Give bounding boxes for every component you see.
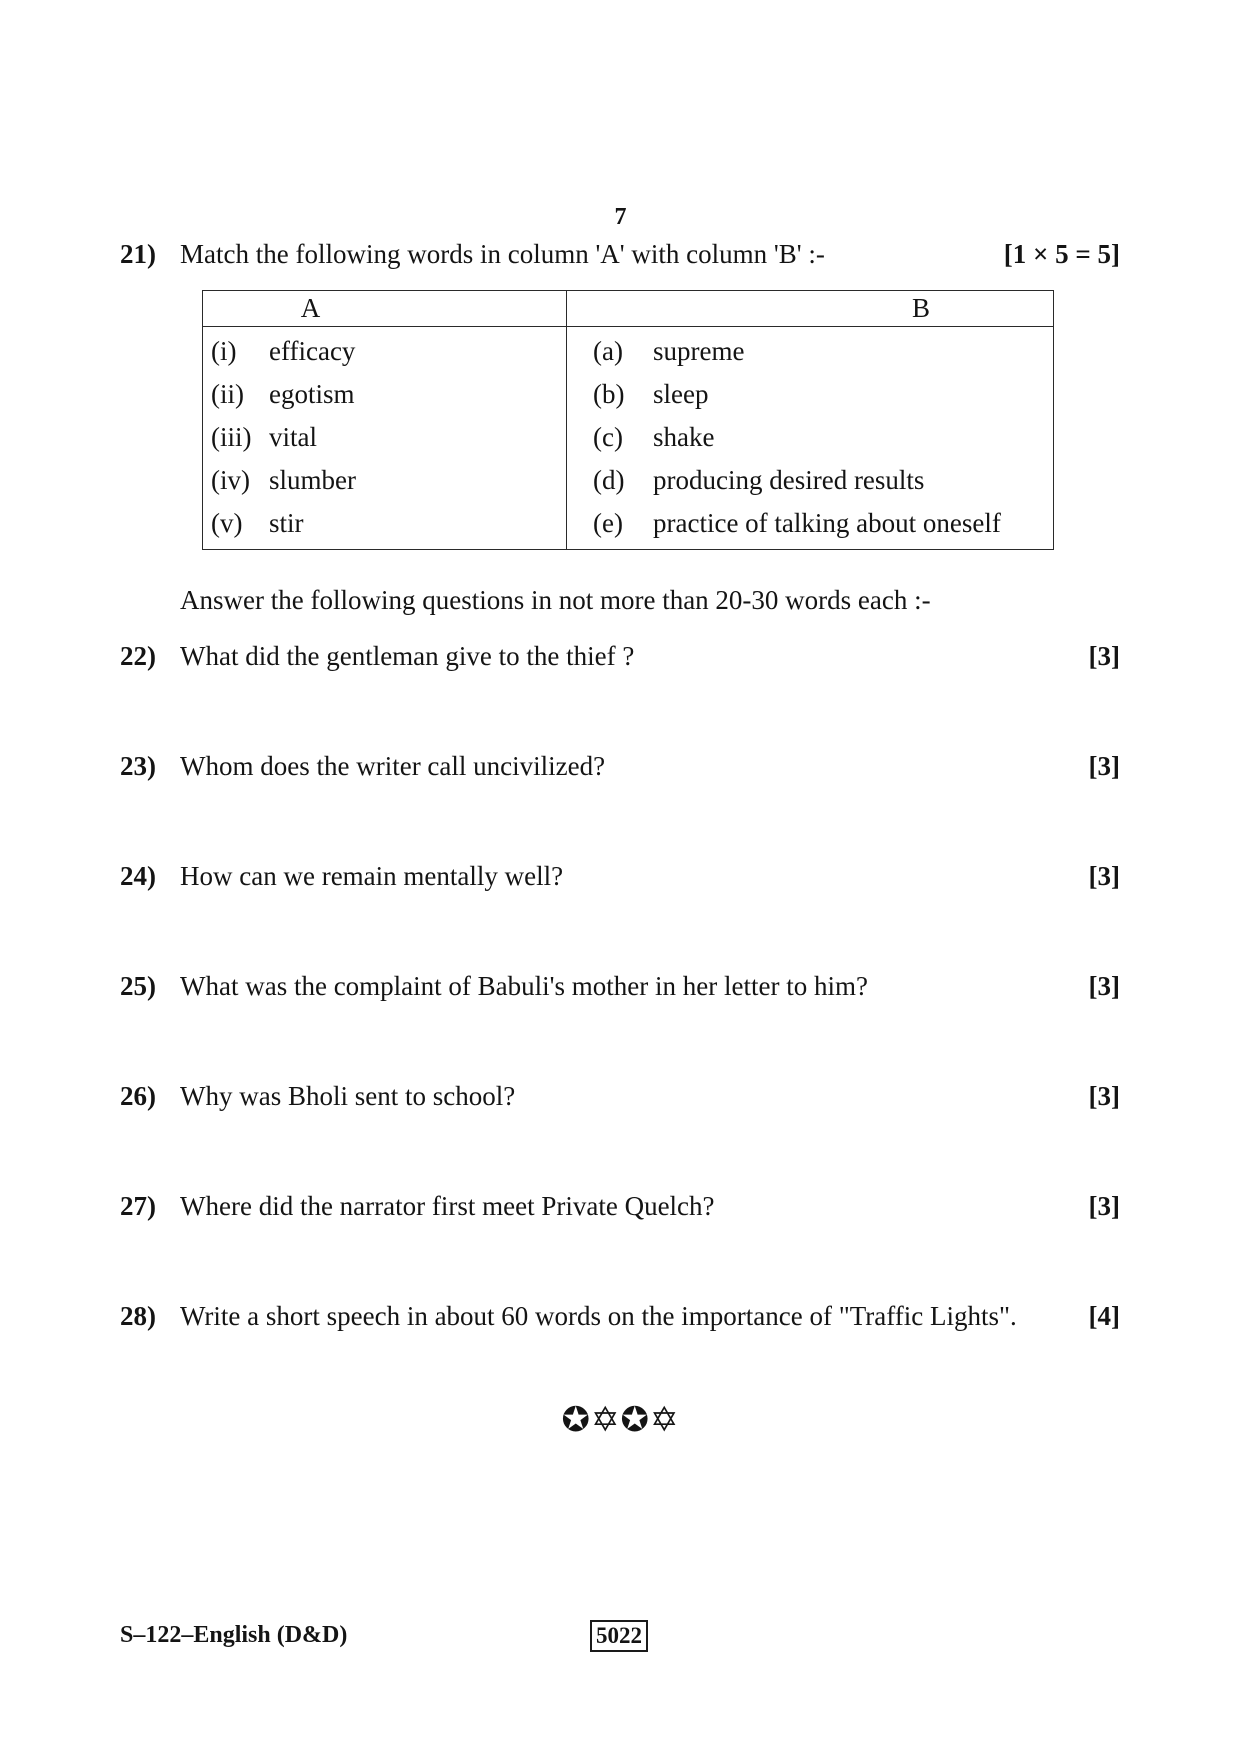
question-number: 24): [120, 861, 156, 891]
item-word: slumber: [269, 465, 356, 495]
column-b-item: [593, 417, 1048, 457]
question-marks: [3]: [1088, 1191, 1120, 1221]
item-word: vital: [269, 422, 317, 452]
header-divider: [203, 326, 1053, 327]
item-word: egotism: [269, 379, 355, 409]
question-text: What did the gentleman give to the thief ?: [180, 641, 635, 671]
item-label: (iv): [211, 465, 250, 495]
question-marks: [4]: [1088, 1301, 1120, 1331]
question-marks: [3]: [1088, 861, 1120, 891]
item-label: (d): [593, 465, 625, 495]
item-label: (a): [593, 336, 623, 366]
column-a-item: [211, 374, 551, 414]
column-a-item: [211, 417, 551, 457]
item-label: (i): [211, 336, 237, 366]
item-label: (v): [211, 508, 243, 538]
column-b-item: [593, 460, 1048, 500]
column-b-header: B: [912, 293, 931, 323]
question-number: 28): [120, 1301, 156, 1331]
item-word: practice of talking about oneself: [653, 508, 1001, 538]
question-25: [120, 968, 1120, 1004]
question-22: [120, 638, 1120, 674]
question-number: 26): [120, 1081, 156, 1111]
column-a-header: A: [300, 293, 321, 323]
question-marks: [1 × 5 = 5]: [1003, 239, 1120, 269]
column-a-item: [211, 331, 551, 371]
question-24: [120, 858, 1120, 894]
item-label: (c): [593, 422, 623, 452]
end-ornament: ✪✡✪✡: [561, 1402, 680, 1439]
question-text: Whom does the writer call uncivilized?: [180, 751, 606, 781]
item-word: sleep: [653, 379, 709, 409]
item-word: producing desired results: [653, 465, 925, 495]
question-text: How can we remain mentally well?: [180, 861, 564, 891]
instruction-text: Answer the following questions in not more than 20-30 words each :-: [180, 585, 931, 615]
item-word: supreme: [653, 336, 745, 366]
item-word: shake: [653, 422, 715, 452]
column-a-item: [211, 460, 551, 500]
question-marks: [3]: [1088, 751, 1120, 781]
item-word: efficacy: [269, 336, 356, 366]
item-label: (ii): [211, 379, 244, 409]
column-a-item: [211, 503, 551, 543]
item-label: (iii): [211, 422, 252, 452]
question-text: What was the complaint of Babuli's mother in her letter to him?: [180, 971, 868, 1001]
question-text: Write a short speech in about 60 words on the importance of "Traffic Lights".: [180, 1301, 1017, 1331]
question-26: [120, 1078, 1120, 1114]
column-b-item: [593, 503, 1048, 543]
question-28: [120, 1298, 1120, 1334]
paper-code: S–122–English (D&D): [120, 1622, 348, 1648]
page-number: 7: [614, 204, 627, 230]
question-text: Match the following words in column 'A' with column 'B' :-: [180, 239, 825, 269]
item-label: (b): [593, 379, 625, 409]
question-number: 21): [120, 239, 156, 269]
question-marks: [3]: [1088, 1081, 1120, 1111]
question-number: 22): [120, 641, 156, 671]
column-divider: [566, 291, 567, 549]
question-marks: [3]: [1088, 971, 1120, 1001]
match-table: [202, 290, 1054, 550]
question-marks: [3]: [1088, 641, 1120, 671]
item-label: (e): [593, 508, 623, 538]
question-number: 27): [120, 1191, 156, 1221]
question-27: [120, 1188, 1120, 1224]
paper-number-box: 5022: [590, 1620, 648, 1652]
column-b-item: [593, 374, 1048, 414]
item-word: stir: [269, 508, 304, 538]
question-23: [120, 748, 1120, 784]
question-text: Why was Bholi sent to school?: [180, 1081, 516, 1111]
column-b-item: [593, 331, 1048, 371]
question-number: 23): [120, 751, 156, 781]
question-21: [120, 236, 1120, 272]
question-number: 25): [120, 971, 156, 1001]
question-text: Where did the narrator first meet Private Quelch?: [180, 1191, 715, 1221]
